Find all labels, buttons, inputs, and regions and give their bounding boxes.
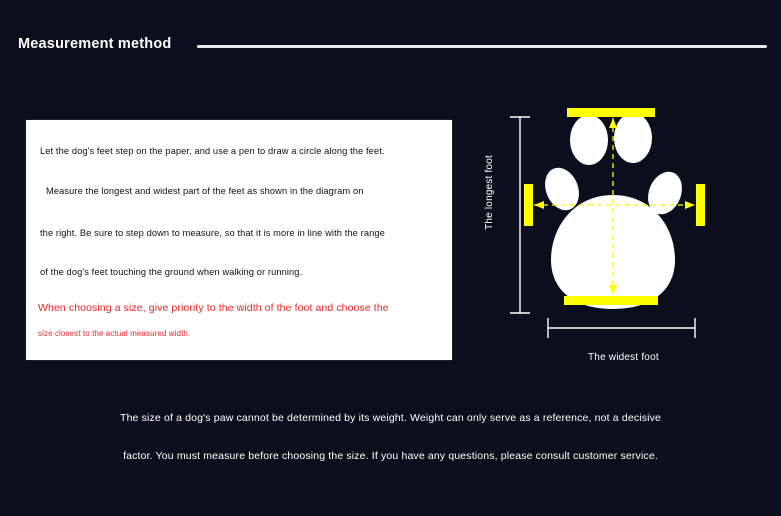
- horizontal-dimension-line: [548, 318, 695, 338]
- header: [0, 36, 781, 72]
- page-title: Measurement method: [18, 36, 172, 52]
- instruction-line-1: Let the dog's feet step on the paper, and use a pen to draw a circle along the feet.: [40, 146, 385, 156]
- right-marker: [696, 184, 705, 226]
- instruction-highlight-line-2: size closest to the actual measured width.: [38, 329, 191, 338]
- left-marker: [524, 184, 533, 226]
- paw-diagram-svg: [470, 85, 760, 375]
- footer-note-line-1: The size of a dog's paw cannot be determined by its weight. Weight can only serve as a reference, not a decisive: [120, 412, 661, 424]
- paw-measurement-diagram: [470, 85, 760, 375]
- longest-foot-label: The longest foot: [484, 155, 495, 230]
- top-marker: [567, 108, 655, 117]
- instruction-line-4: of the dog's feet touching the ground when walking or running.: [40, 267, 303, 277]
- instruction-panel: [26, 120, 452, 360]
- instruction-line-2: Measure the longest and widest part of the feet as shown in the diagram on: [46, 186, 364, 196]
- bottom-marker: [564, 296, 658, 305]
- instruction-highlight-line-1: When choosing a size, give priority to the width of the foot and choose the: [38, 302, 389, 314]
- header-divider: [197, 45, 767, 48]
- widest-foot-label: The widest foot: [588, 352, 659, 363]
- footer-note-line-2: factor. You must measure before choosing the size. If you have any questions, please consult customer service.: [123, 450, 658, 462]
- instruction-line-3: the right. Be sure to step down to measure, so that it is more in line with the range: [40, 228, 385, 238]
